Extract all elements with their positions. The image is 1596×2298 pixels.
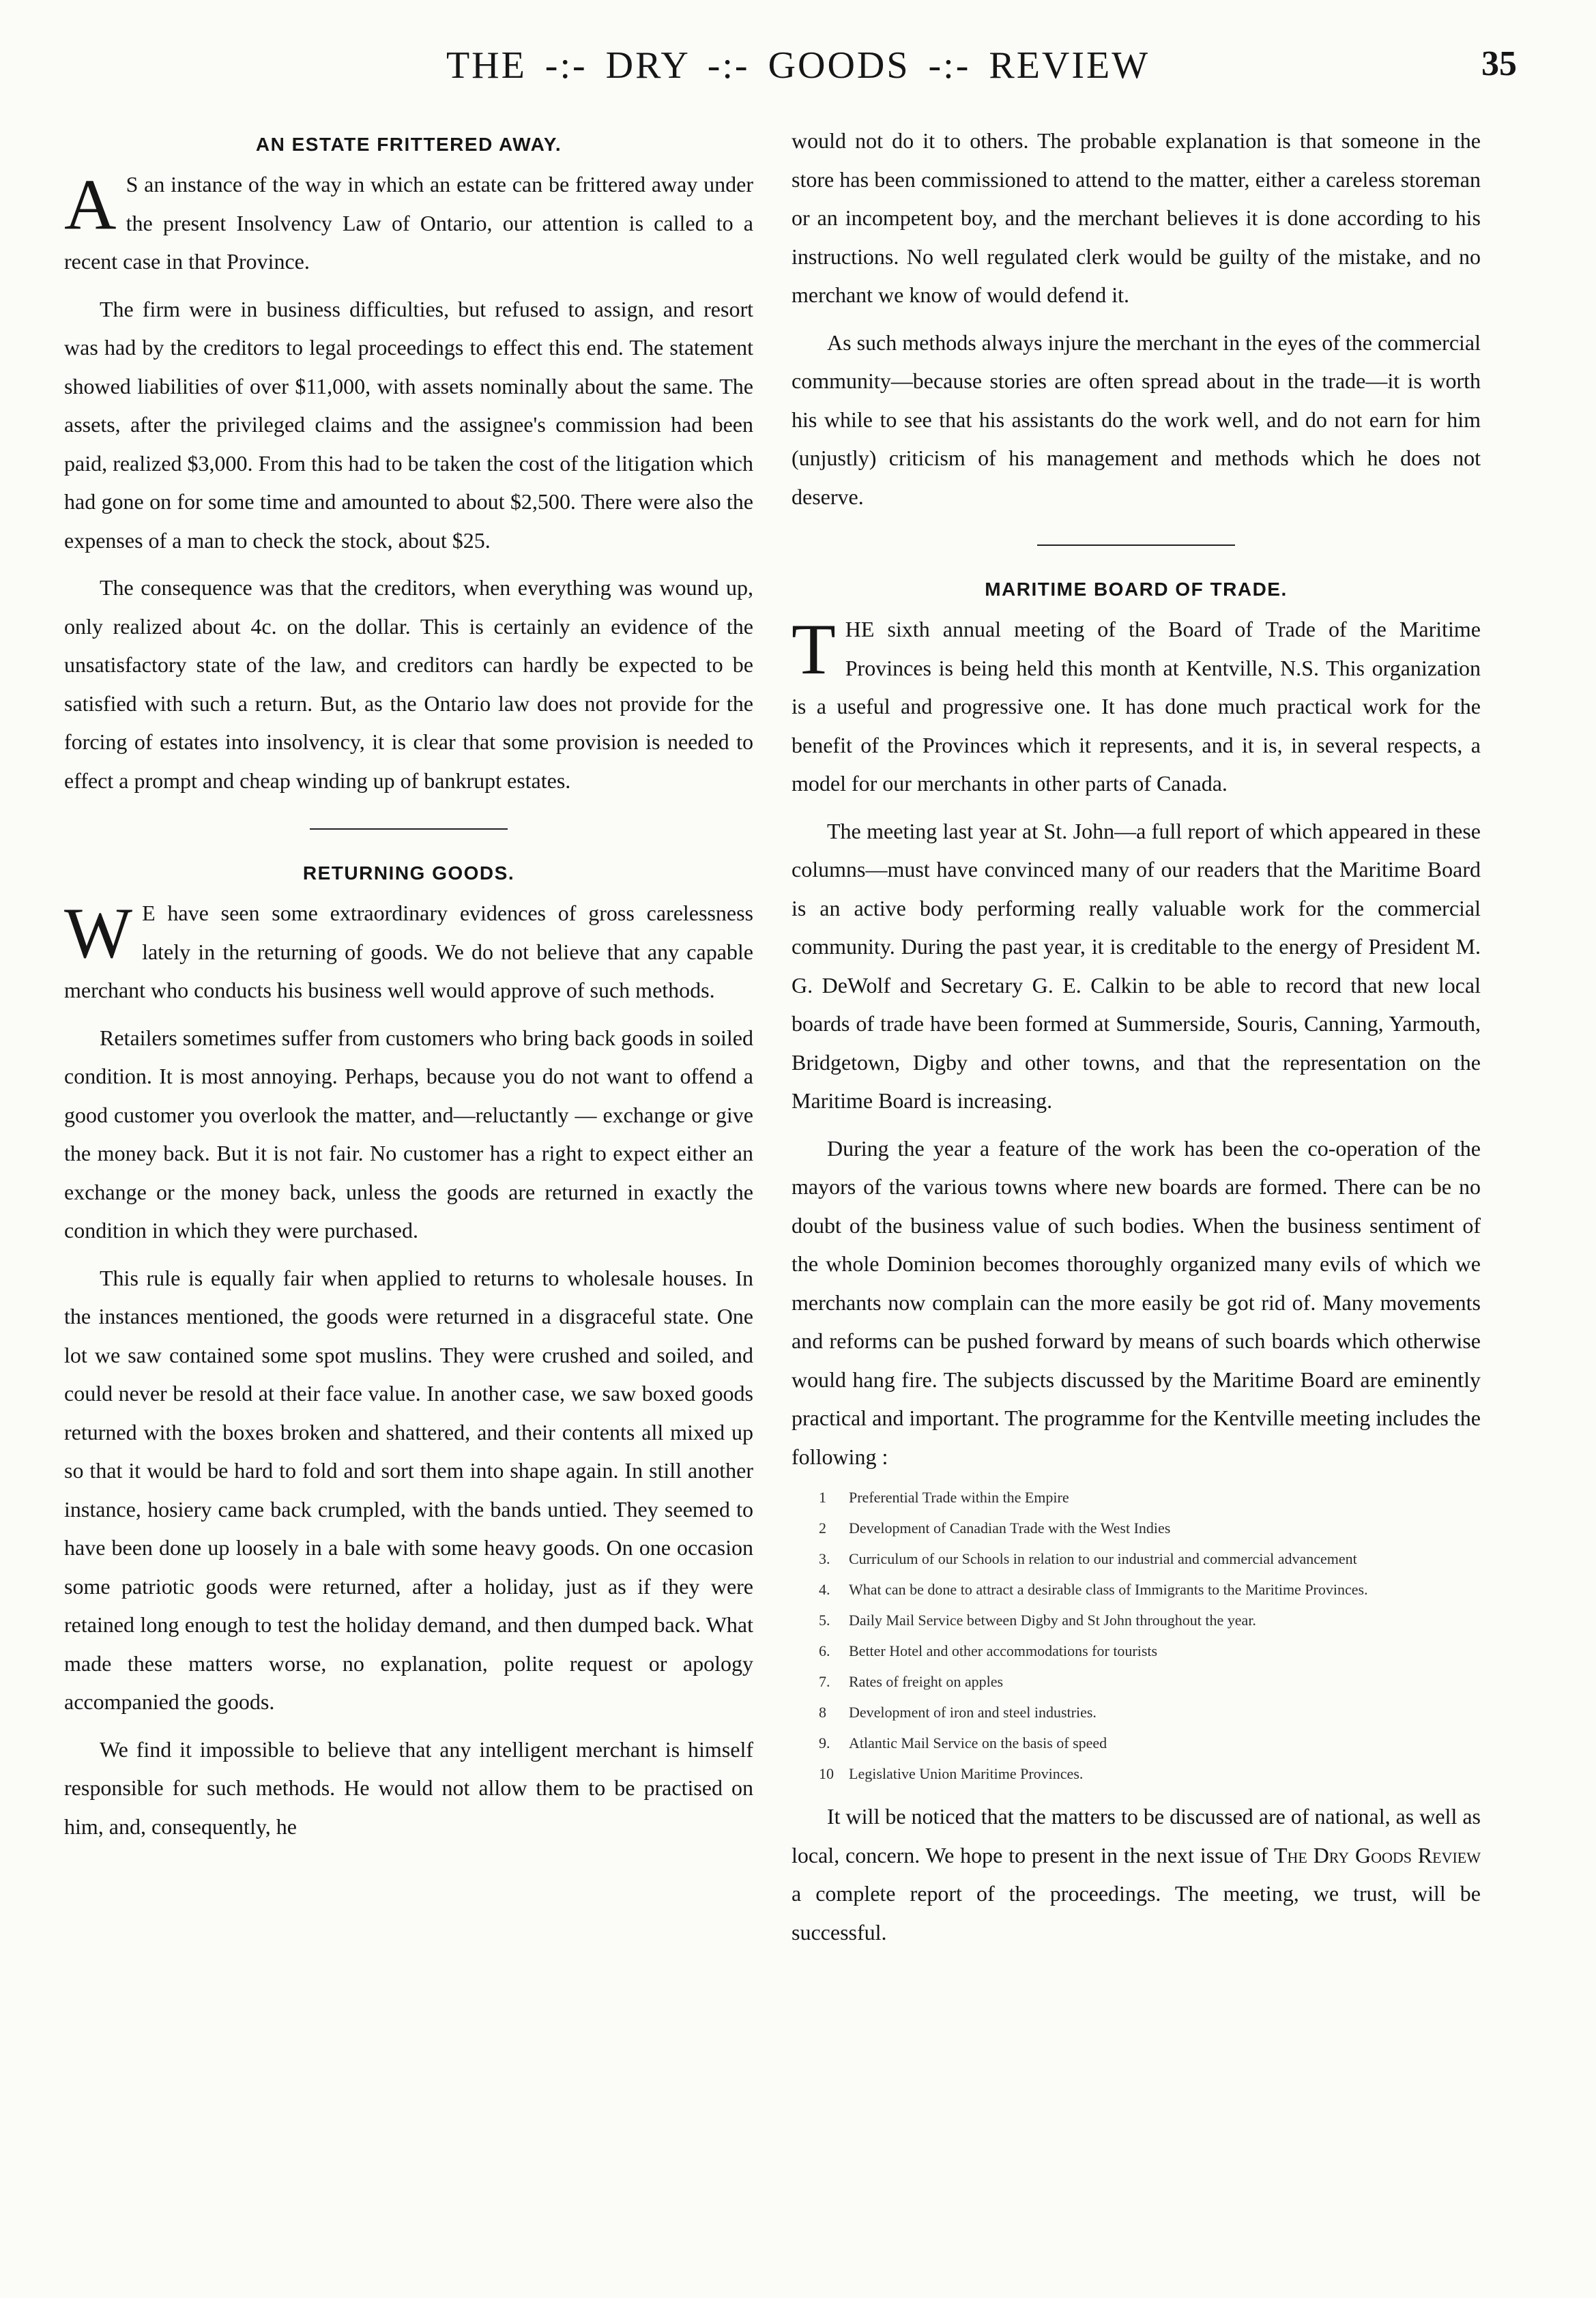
returning-paragraph-1 — [64, 894, 753, 1010]
returning-paragraph-2: Retailers sometimes suffer from customers who bring back goods in soiled condition. It is most annoying. Perhaps, because you do not want to offend a good customer you overlook the matter, and—reluctantly — exchange or give the money back. But it is not fair. No customer has a right to expect either an exchange or the money back, unless the goods are returned in exactly the condition in which they were purchased. — [64, 1025, 753, 1242]
returning-paragraph-4: We find it impossible to believe that any intelligent merchant is himself responsible for such methods. He would not allow them to be practised on him, and, consequently, he — [64, 1736, 753, 1839]
list-item-number: 3. — [819, 1550, 830, 1567]
right-column — [792, 121, 1481, 2271]
list-item-text: Daily Mail Service between Digby and St John throughout the year. — [849, 1612, 1256, 1629]
list-item-number: 1 — [819, 1489, 826, 1506]
running-head: THE -:- DRY -:- GOODS -:- REVIEW — [446, 44, 1150, 87]
maritime-paragraph-3: During the year a feature of the work has been the co-operation of the mayors of the various towns where new boards are formed. There can be no doubt of the business value of such bodies. When the business sentiment of the whole Dominion becomes thoroughly organized many evils of which we merchants now complain can the more easily be got rid of. Many movements and reforms can be pushed forward by means of such boards which otherwise would hang fire. The subjects discussed by the Maritime Board are eminently practical and important. The programme for the Kentville meeting includes the following : — [792, 1135, 1481, 1469]
list-item-number: 6. — [819, 1642, 830, 1659]
paragraph-text: It will be noticed that the matters to be discussed are of national, as well as local, concern. We hope to present in the next issue of — [792, 1804, 1481, 1867]
list-item — [792, 1577, 1481, 1602]
paragraph-text: E have seen some extraordinary evidences of gross carelessness lately in the returning of goods. We do not believe that any capable merchant who conducts his business well would approve of such methods. — [64, 901, 753, 1002]
list-item-text: Curriculum of our Schools in relation to our industrial and commercial advancement — [849, 1550, 1357, 1567]
list-item-number: 2 — [819, 1519, 826, 1537]
list-item — [792, 1546, 1481, 1571]
list-item — [792, 1638, 1481, 1663]
list-item — [792, 1485, 1481, 1510]
list-item-number: 8 — [819, 1704, 826, 1721]
list-item — [792, 1515, 1481, 1541]
list-item-number: 10 — [819, 1765, 834, 1782]
list-item — [792, 1669, 1481, 1694]
article-title-maritime: MARITIME BOARD OF TRADE. — [985, 579, 1288, 600]
list-item — [792, 1761, 1481, 1786]
list-item-number: 7. — [819, 1673, 830, 1690]
left-column — [64, 121, 753, 2271]
list-item-text: Development of Canadian Trade with the West Indies — [849, 1519, 1171, 1537]
list-item — [792, 1730, 1481, 1756]
section-divider — [310, 828, 508, 830]
list-item-text: Legislative Union Maritime Provinces. — [849, 1765, 1084, 1782]
paragraph-text: HE sixth annual meeting of the Board of Trade of the Maritime Provinces is being held this month at Kentville, N.S. This organization is a useful and progressive one. It has done much practical work for the benefit of the Provinces which it represents, and it is, in several respects, a model for our merchants in other parts of Canada. — [792, 617, 1481, 796]
list-item-text: Atlantic Mail Service on the basis of speed — [849, 1734, 1107, 1751]
list-item-number: 5. — [819, 1612, 830, 1629]
maritime-paragraph-1 — [792, 610, 1481, 803]
list-item-text: Development of iron and steel industries. — [849, 1704, 1097, 1721]
article-title-estate: AN ESTATE FRITTERED AWAY. — [255, 134, 562, 155]
estate-paragraph-3: The consequence was that the creditors, when everything was wound up, only realized about 4c. on the dollar. This is certainly an evidence of the unsatisfactory state of the law, and creditors can hardly be expected to be satisfied with such a return. But, as the Ontario law does not provide for the forcing of estates into insolvency, it is clear that some provision is needed to effect a prompt and cheap winding up of bankrupt estates. — [64, 575, 753, 793]
drop-cap: W — [64, 893, 133, 973]
paragraph-text: S an instance of the way in which an estate can be frittered away under the present Insolvency Law of Ontario, our attention is called to a recent case in that Province. — [64, 172, 753, 274]
maritime-paragraph-4 — [792, 1797, 1481, 1951]
list-item-number: 4. — [819, 1581, 830, 1598]
programme-list — [792, 1485, 1481, 1786]
list-item — [792, 1700, 1481, 1725]
list-item-number: 9. — [819, 1734, 830, 1751]
returning-paragraph-6: As such methods always injure the merchant in the eyes of the commercial community—because stories are often spread about in the trade—it is worth his while to see that his assistants do the work well, and do not earn for him (unjustly) criticism of his management and methods which he does not deserve. — [792, 330, 1481, 509]
article-title-returning: RETURNING GOODS. — [302, 862, 515, 884]
list-item-text: Preferential Trade within the Empire — [849, 1489, 1069, 1506]
list-item-text: Better Hotel and other accommodations for tourists — [849, 1642, 1158, 1659]
maritime-paragraph-2: The meeting last year at St. John—a full report of which appeared in these columns—must have convinced many of our readers that the Maritime Board is an active body performing really valuable work for the commercial community. During the past year, it is creditable to the energy of President M. G. DeWolf and Secretary G. E. Calkin to be able to record that new local boards of trade have been formed at Summerside, Souris, Canning, Yarmouth, Bridgetown, Digby and other towns, and that the representation on the Maritime Board is increasing. — [792, 818, 1481, 1113]
estate-paragraph-1 — [64, 165, 753, 281]
publication-name: The Dry Goods Review — [1274, 1842, 1481, 1867]
drop-cap: T — [792, 609, 836, 689]
estate-paragraph-2: The firm were in business difficulties, but refused to assign, and resort was had by the creditors to legal proceedings to effect this end. The statement showed liabilities of over $11,000, with assets nominally about the same. The assets, after the privileged claims and the assignee's commission had been paid, realized $3,000. From this had to be taken the cost of the litigation which had gone on for some time and amounted to about $2,500. There were also the expenses of a man to check the stock, about $25. — [64, 296, 753, 553]
list-item — [792, 1608, 1481, 1633]
paragraph-text: a complete report of the proceedings. The meeting, we trust, will be successful. — [792, 1881, 1481, 1945]
drop-cap: A — [64, 164, 117, 244]
page-number: 35 — [1481, 44, 1517, 83]
section-divider — [1037, 544, 1235, 546]
list-item-text: What can be done to attract a desirable class of Immigrants to the Maritime Provinces. — [849, 1581, 1368, 1598]
returning-paragraph-5: would not do it to others. The probable explanation is that someone in the store has been commissioned to attend to the matter, either a careless storeman or an incompetent boy, and the merchant believes it is done according to his instructions. No well regulated clerk would be guilty of the mistake, and no merchant we know of would defend it. — [792, 128, 1481, 307]
returning-paragraph-3: This rule is equally fair when applied to returns to wholesale houses. In the instances mentioned, the goods were returned in a disgraceful state. One lot we saw contained some spot muslins. They were crushed and soiled, and could never be resold at their face value. In another case, we saw boxed goods returned with the boxes broken and shattered, and their contents all mixed up so that it would be hard to fold and sort them into shape again. In still another instance, hosiery came back crumpled, with the bands untied. They seemed to have been done up loosely in a bale with some heavy goods. On one occasion some patriotic goods were returned, after a holiday, just as if they were retained long enough to test the holiday demand, and then dumped back. What made these matters worse, no explanation, polite request or apology accompanied the goods. — [64, 1265, 753, 1714]
page-header — [0, 44, 1596, 119]
list-item-text: Rates of freight on apples — [849, 1673, 1004, 1690]
